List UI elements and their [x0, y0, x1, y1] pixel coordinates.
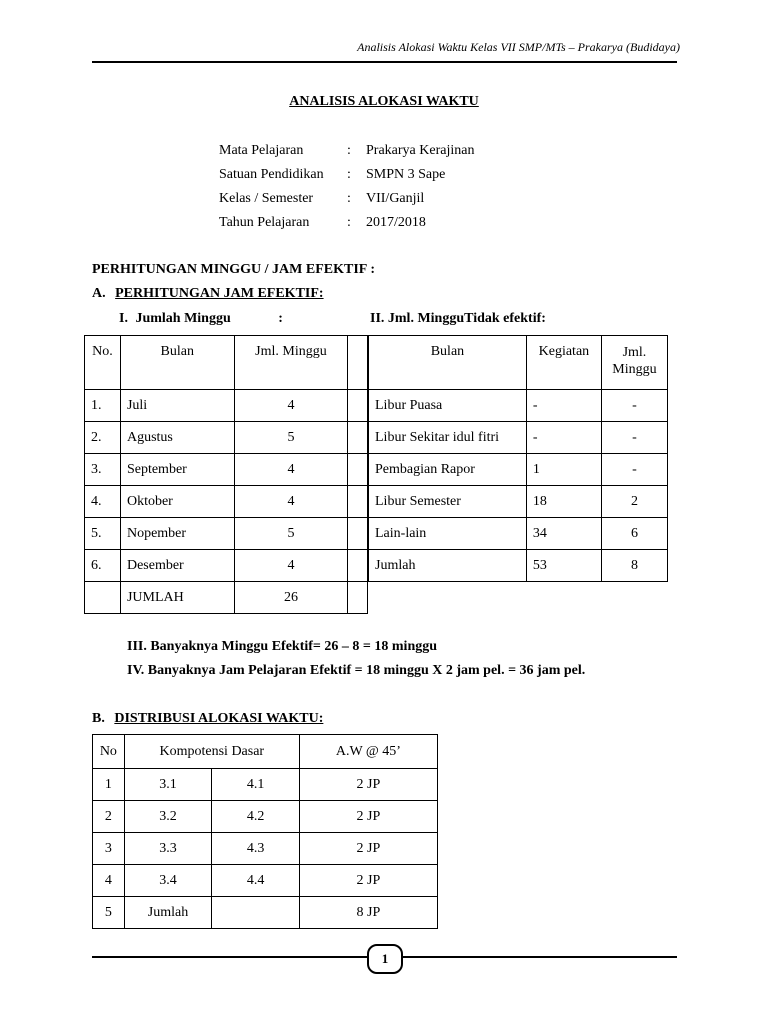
- table-cell: 1: [526, 454, 601, 486]
- table-cell: 53: [526, 550, 601, 582]
- table-cell: Libur Puasa: [369, 390, 527, 422]
- table-header-cell: Jml. Minggu: [601, 336, 667, 390]
- table-header-cell: Bulan: [120, 336, 234, 390]
- table-cell: Lain-lain: [369, 518, 527, 550]
- table-row: [93, 801, 438, 833]
- table-row: [93, 769, 438, 801]
- table-row: [93, 833, 438, 865]
- info-sep: :: [347, 167, 351, 182]
- table-header-cell: Kegiatan: [526, 336, 601, 390]
- table-cell: 2 JP: [299, 833, 437, 865]
- info-label: Kelas / Semester: [219, 191, 314, 206]
- table-cell: 1.: [85, 390, 121, 422]
- info-value: SMPN 3 Sape: [366, 167, 446, 182]
- running-header: Analisis Alokasi Waktu Kelas VII SMP/MTs – Prakarya (Budidaya): [357, 40, 680, 54]
- document-title: ANALISIS ALOKASI WAKTU: [289, 94, 479, 109]
- table-cell: [348, 454, 368, 486]
- section-a-heading: [92, 286, 324, 302]
- table-row: [85, 454, 368, 486]
- sub-i-num: I.: [119, 311, 128, 326]
- table-cell: September: [120, 454, 234, 486]
- table-row: [369, 518, 668, 550]
- table-cell: 5.: [85, 518, 121, 550]
- table-header-row: [369, 336, 668, 390]
- table-cell: 3: [93, 833, 125, 865]
- table-cell: [348, 486, 368, 518]
- table-cell: 3.4: [124, 865, 212, 897]
- table-cell: -: [526, 422, 601, 454]
- table-cell: Oktober: [120, 486, 234, 518]
- table-cell: [348, 550, 368, 582]
- table-row: [369, 486, 668, 518]
- table-cell: 4.2: [212, 801, 300, 833]
- table-cell: [212, 897, 300, 929]
- table-cell: 3.1: [124, 769, 212, 801]
- info-value: Prakarya Kerajinan: [366, 143, 475, 158]
- table-cell: 2.: [85, 422, 121, 454]
- sub-ii-heading: II. Jml. MingguTidak efektif:: [370, 311, 546, 326]
- table-cell: JUMLAH: [120, 582, 234, 614]
- table-cell: 4: [234, 390, 348, 422]
- table-cell: Libur Semester: [369, 486, 527, 518]
- table-cell: 2: [93, 801, 125, 833]
- table-cell: Jumlah: [369, 550, 527, 582]
- header-rule: [92, 61, 677, 63]
- info-value: VII/Ganjil: [366, 191, 425, 206]
- table-cell: [348, 518, 368, 550]
- table-cell: 34: [526, 518, 601, 550]
- table-cell: 4: [234, 486, 348, 518]
- table-cell: Nopember: [120, 518, 234, 550]
- table-cell: 6: [601, 518, 667, 550]
- table-total-row: [85, 582, 368, 614]
- table-cell: 1: [93, 769, 125, 801]
- table-minggu-tidak-efektif: [368, 335, 668, 582]
- table-distribusi-alokasi: [92, 734, 438, 929]
- table-cell: [348, 390, 368, 422]
- table-row: [85, 486, 368, 518]
- info-label: Mata Pelajaran: [219, 143, 304, 158]
- table-row: [93, 865, 438, 897]
- section-a-label: PERHITUNGAN JAM EFEKTIF:: [115, 286, 324, 301]
- table-cell: 4: [93, 865, 125, 897]
- table-header-cell: A.W @ 45’: [299, 735, 437, 769]
- table-cell: 4.: [85, 486, 121, 518]
- table-cell: 2: [601, 486, 667, 518]
- section-main-heading: PERHITUNGAN MINGGU / JAM EFEKTIF :: [92, 262, 375, 277]
- line-minggu-efektif: III. Banyaknya Minggu Efektif= 26 – 8 = 18 minggu: [127, 639, 438, 654]
- info-value: 2017/2018: [366, 215, 426, 230]
- table-cell: 3.2: [124, 801, 212, 833]
- info-sep: :: [347, 215, 351, 230]
- table-cell: -: [526, 390, 601, 422]
- info-label: Satuan Pendidikan: [219, 167, 324, 182]
- info-sep: :: [347, 191, 351, 206]
- table-cell: Juli: [120, 390, 234, 422]
- table-header-cell: Kompotensi Dasar: [124, 735, 299, 769]
- table-header-cell: Jml. Minggu: [234, 336, 348, 390]
- table-cell: 8 JP: [299, 897, 437, 929]
- table-cell: Libur Sekitar idul fitri: [369, 422, 527, 454]
- page-number: 1: [367, 944, 403, 974]
- table-header-cell: No: [93, 735, 125, 769]
- table-total-row: [369, 550, 668, 582]
- table-header-row: [93, 735, 438, 769]
- sub-i-label: Jumlah Minggu: [135, 311, 231, 326]
- table-cell: 4: [234, 550, 348, 582]
- table-cell: 4.3: [212, 833, 300, 865]
- info-label: Tahun Pelajaran: [219, 215, 310, 230]
- table-cell: 5: [234, 422, 348, 454]
- table-cell: 18: [526, 486, 601, 518]
- table-header-cell: Bulan: [369, 336, 527, 390]
- table-jumlah-minggu: [84, 335, 368, 614]
- table-cell: 26: [234, 582, 348, 614]
- table-cell: 6.: [85, 550, 121, 582]
- table-cell: 4.1: [212, 769, 300, 801]
- table-cell: 2 JP: [299, 801, 437, 833]
- table-total-row: [93, 897, 438, 929]
- table-cell: 8: [601, 550, 667, 582]
- table-cell: 4.4: [212, 865, 300, 897]
- info-sep: :: [347, 143, 351, 158]
- table-cell: 3.: [85, 454, 121, 486]
- table-row: [85, 422, 368, 454]
- table-row: [369, 390, 668, 422]
- table-row: [369, 422, 668, 454]
- table-cell: -: [601, 390, 667, 422]
- table-cell: Pembagian Rapor: [369, 454, 527, 486]
- sub-i-sep: :: [278, 311, 283, 326]
- table-cell: Jumlah: [124, 897, 212, 929]
- table-cell: 2 JP: [299, 865, 437, 897]
- table-cell: -: [601, 454, 667, 486]
- section-b-label: DISTRIBUSI ALOKASI WAKTU:: [114, 711, 324, 726]
- table-cell: 3.3: [124, 833, 212, 865]
- table-row: [85, 550, 368, 582]
- table-cell: 2 JP: [299, 769, 437, 801]
- table-header-cell: No.: [85, 336, 121, 390]
- section-a-letter: A.: [92, 286, 106, 301]
- table-cell: 5: [234, 518, 348, 550]
- section-b-letter: B.: [92, 711, 105, 726]
- table-header-row: [85, 336, 368, 390]
- table-cell: [348, 422, 368, 454]
- table-cell: [85, 582, 121, 614]
- table-cell: 4: [234, 454, 348, 486]
- table-row: [369, 454, 668, 486]
- section-b-heading: [92, 711, 323, 727]
- table-row: [85, 390, 368, 422]
- sub-i-heading: [119, 311, 283, 327]
- table-cell: -: [601, 422, 667, 454]
- table-row: [85, 518, 368, 550]
- line-jam-efektif: IV. Banyaknya Jam Pelajaran Efektif = 18 minggu X 2 jam pel. = 36 jam pel.: [127, 663, 586, 678]
- table-header-cell: [348, 336, 368, 390]
- table-cell: 5: [93, 897, 125, 929]
- table-cell: [348, 582, 368, 614]
- table-cell: Agustus: [120, 422, 234, 454]
- table-cell: Desember: [120, 550, 234, 582]
